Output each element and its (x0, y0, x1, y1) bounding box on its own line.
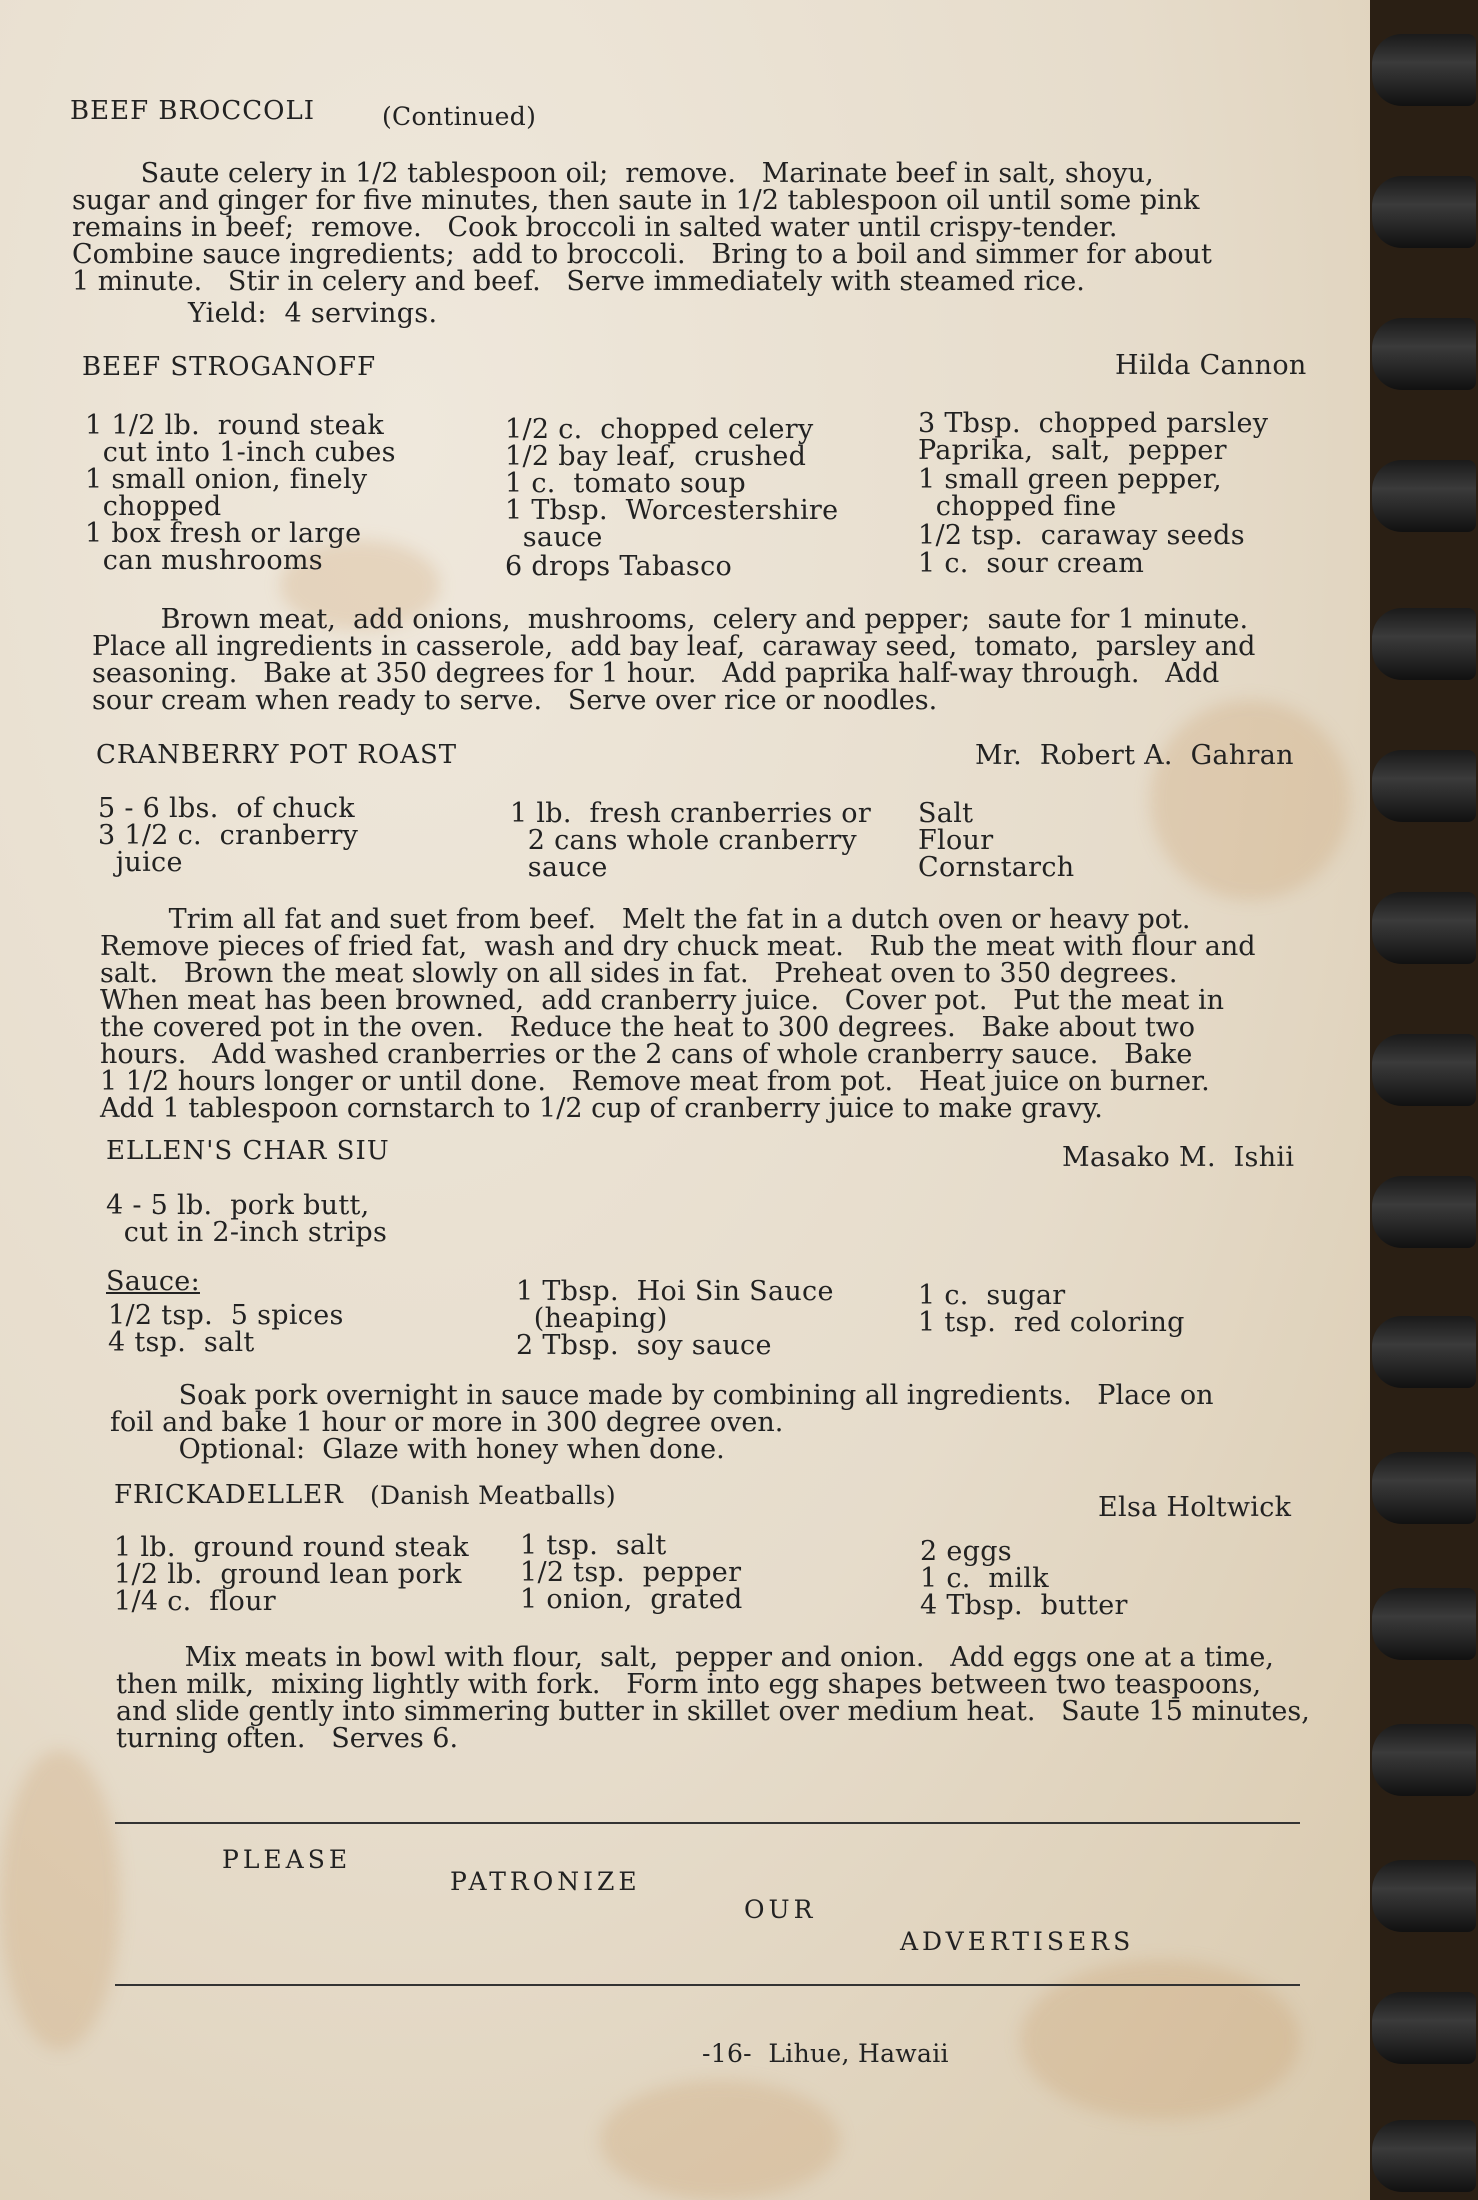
cranberry-line-6: hours. Add washed cranberries or the 2 cans of whole cranberry sauce. Bake (100, 1039, 1193, 1070)
cranberry-ingredient: Salt (918, 798, 974, 829)
cranberry-pot-roast-author: Mr. Robert A. Gahran (975, 740, 1294, 771)
char-siu-title: ELLEN'S CHAR SIU (106, 1136, 390, 1166)
stroganoff-ingredient: Paprika, salt, pepper (918, 435, 1227, 466)
stroganoff-ingredient: chopped (85, 491, 222, 522)
frickadeller-line-4: turning often. Serves 6. (116, 1723, 459, 1754)
binding-ring (1372, 1860, 1476, 1932)
frickadeller-ingredient: 1 c. milk (920, 1563, 1049, 1594)
char-siu-sauce-label: Sauce: (106, 1266, 200, 1297)
frickadeller-line-2: then milk, mixing lightly with fork. Form into egg shapes between two teaspoons, (116, 1669, 1262, 1700)
beef-broccoli-yield: Yield: 4 servings. (188, 298, 438, 329)
beef-broccoli-line-1: Saute celery in 1/2 tablespoon oil; remove. Marinate beef in salt, shoyu, (72, 158, 1154, 189)
stroganoff-line-3: seasoning. Bake at 350 degrees for 1 hour. Add paprika half-way through. Add (92, 658, 1220, 689)
cranberry-line-1: Trim all fat and suet from beef. Melt the fat in a dutch oven or heavy pot. (100, 904, 1191, 935)
banner-rule-top (115, 1822, 1300, 1824)
binding-ring (1372, 318, 1476, 390)
beef-broccoli-line-5: 1 minute. Stir in celery and beef. Serve immediately with steamed rice. (72, 266, 1085, 297)
stroganoff-ingredient: 1/2 bay leaf, crushed (505, 441, 807, 472)
stroganoff-ingredient: 3 Tbsp. chopped parsley (918, 408, 1269, 439)
char-siu-ingredient: 1/2 tsp. 5 spices (108, 1300, 344, 1331)
beef-broccoli-title: BEEF BROCCOLI (70, 96, 316, 126)
char-siu-ingredient: 4 tsp. salt (108, 1327, 255, 1358)
frickadeller-ingredient: 1/2 lb. ground lean pork (114, 1559, 462, 1590)
stroganoff-ingredient: chopped fine (918, 491, 1117, 522)
char-siu-ingredient: 4 - 5 lb. pork butt, (106, 1190, 370, 1221)
char-siu-ingredient: 2 Tbsp. soy sauce (516, 1330, 772, 1361)
cranberry-ingredient: 2 cans whole cranberry (510, 825, 857, 856)
banner-word: OUR (744, 1895, 817, 1924)
cranberry-line-7: 1 1/2 hours longer or until done. Remove meat from pot. Heat juice on burner. (100, 1066, 1210, 1097)
char-siu-ingredient: (heaping) (516, 1303, 668, 1334)
cranberry-ingredient: 3 1/2 c. cranberry (98, 820, 359, 851)
cranberry-line-4: When meat has been browned, add cranberry juice. Cover pot. Put the meat in (100, 985, 1225, 1016)
binding-ring (1372, 750, 1476, 822)
stroganoff-ingredient: 1 1/2 lb. round steak (85, 410, 385, 441)
banner-word: PATRONIZE (450, 1867, 641, 1896)
cranberry-ingredient: juice (98, 847, 183, 878)
stroganoff-ingredient: sauce (505, 522, 603, 553)
cranberry-line-2: Remove pieces of fried fat, wash and dry chuck meat. Rub the meat with flour and (100, 931, 1256, 962)
frickadeller-ingredient: 1 onion, grated (520, 1584, 743, 1615)
frickadeller-ingredient: 2 eggs (920, 1536, 1012, 1567)
cranberry-line-3: salt. Brown the meat slowly on all sides in fat. Preheat oven to 350 degrees. (100, 958, 1178, 989)
frickadeller-line-1: Mix meats in bowl with flour, salt, pepper and onion. Add eggs one at a time, (116, 1642, 1274, 1673)
binding-ring (1372, 1588, 1476, 1660)
char-siu-ingredient: 1 c. sugar (918, 1280, 1066, 1311)
stroganoff-ingredient: 1 small green pepper, (918, 464, 1222, 495)
stroganoff-line-2: Place all ingredients in casserole, add bay leaf, caraway seed, tomato, parsley and (92, 631, 1256, 662)
stroganoff-line-1: Brown meat, add onions, mushrooms, celery and pepper; saute for 1 minute. (92, 604, 1249, 635)
char-siu-author: Masako M. Ishii (1062, 1142, 1295, 1173)
binding-ring (1372, 892, 1476, 964)
char-siu-line-1: Soak pork overnight in sauce made by combining all ingredients. Place on (110, 1380, 1214, 1411)
stroganoff-ingredient: 1/2 c. chopped celery (505, 414, 814, 445)
cranberry-ingredient: 1 lb. fresh cranberries or (510, 798, 872, 829)
cranberry-pot-roast-title: CRANBERRY POT ROAST (96, 740, 458, 770)
stroganoff-line-4: sour cream when ready to serve. Serve over rice or noodles. (92, 685, 938, 716)
beef-broccoli-line-3: remains in beef; remove. Cook broccoli in salted water until crispy-tender. (72, 212, 1118, 243)
frickadeller-ingredient: 1/2 tsp. pepper (520, 1557, 742, 1588)
stroganoff-ingredient: 1 box fresh or large (85, 518, 362, 549)
beef-stroganoff-author: Hilda Cannon (1115, 350, 1307, 381)
frickadeller-line-3: and slide gently into simmering butter in skillet over medium heat. Saute 15 minutes, (116, 1696, 1310, 1727)
frickadeller-title: FRICKADELLER (114, 1480, 344, 1510)
binding-ring (1372, 34, 1476, 106)
binding-ring (1372, 460, 1476, 532)
frickadeller-ingredient: 4 Tbsp. butter (920, 1590, 1128, 1621)
banner-word: PLEASE (222, 1845, 352, 1874)
stroganoff-ingredient: cut into 1-inch cubes (85, 437, 396, 468)
binding-ring (1372, 1724, 1476, 1796)
binding-ring (1372, 1034, 1476, 1106)
binding-ring (1372, 1452, 1476, 1524)
beef-broccoli-continued: (Continued) (382, 102, 537, 131)
char-siu-line-3: Optional: Glaze with honey when done. (110, 1434, 725, 1465)
frickadeller-ingredient: 1/4 c. flour (114, 1586, 276, 1617)
frickadeller-ingredient: 1 tsp. salt (520, 1530, 667, 1561)
char-siu-ingredient: cut in 2-inch strips (106, 1217, 388, 1248)
frickadeller-ingredient: 1 lb. ground round steak (114, 1532, 469, 1563)
page-footer: -16- Lihue, Hawaii (702, 2039, 949, 2068)
beef-broccoli-line-4: Combine sauce ingredients; add to broccoli. Bring to a boil and simmer for about (72, 239, 1212, 270)
binding-ring (1372, 1316, 1476, 1388)
cranberry-ingredient: sauce (510, 852, 608, 883)
cranberry-ingredient: Flour (918, 825, 994, 856)
frickadeller-author: Elsa Holtwick (1098, 1492, 1292, 1523)
banner-rule-bottom (115, 1984, 1300, 1986)
cranberry-line-8: Add 1 tablespoon cornstarch to 1/2 cup of cranberry juice to make gravy. (100, 1093, 1103, 1124)
stroganoff-ingredient: 1 c. sour cream (918, 548, 1145, 579)
cranberry-ingredient: 5 - 6 lbs. of chuck (98, 793, 355, 824)
stroganoff-ingredient: 1 small onion, finely (85, 464, 368, 495)
stroganoff-ingredient: 1/2 tsp. caraway seeds (918, 520, 1245, 551)
stroganoff-ingredient: 1 Tbsp. Worcestershire (505, 495, 839, 526)
beef-stroganoff-title: BEEF STROGANOFF (82, 352, 377, 382)
stroganoff-ingredient: 1 c. tomato soup (505, 468, 747, 499)
binding-ring (1372, 2120, 1476, 2192)
char-siu-ingredient: 1 tsp. red coloring (918, 1307, 1185, 1338)
stroganoff-ingredient: 6 drops Tabasco (505, 551, 733, 582)
char-siu-line-2: foil and bake 1 hour or more in 300 degree oven. (110, 1407, 784, 1438)
binding-ring (1372, 1176, 1476, 1248)
frickadeller-subtitle: (Danish Meatballs) (370, 1481, 616, 1510)
beef-broccoli-line-2: sugar and ginger for five minutes, then saute in 1/2 tablespoon oil until some pink (72, 185, 1200, 216)
binding-ring (1372, 1992, 1476, 2064)
binding-ring (1372, 176, 1476, 248)
cranberry-ingredient: Cornstarch (918, 852, 1075, 883)
banner-word: ADVERTISERS (900, 1927, 1135, 1956)
stroganoff-ingredient: can mushrooms (85, 545, 323, 576)
char-siu-ingredient: 1 Tbsp. Hoi Sin Sauce (516, 1276, 834, 1307)
cranberry-line-5: the covered pot in the oven. Reduce the heat to 300 degrees. Bake about two (100, 1012, 1196, 1043)
binding-ring (1372, 608, 1476, 680)
